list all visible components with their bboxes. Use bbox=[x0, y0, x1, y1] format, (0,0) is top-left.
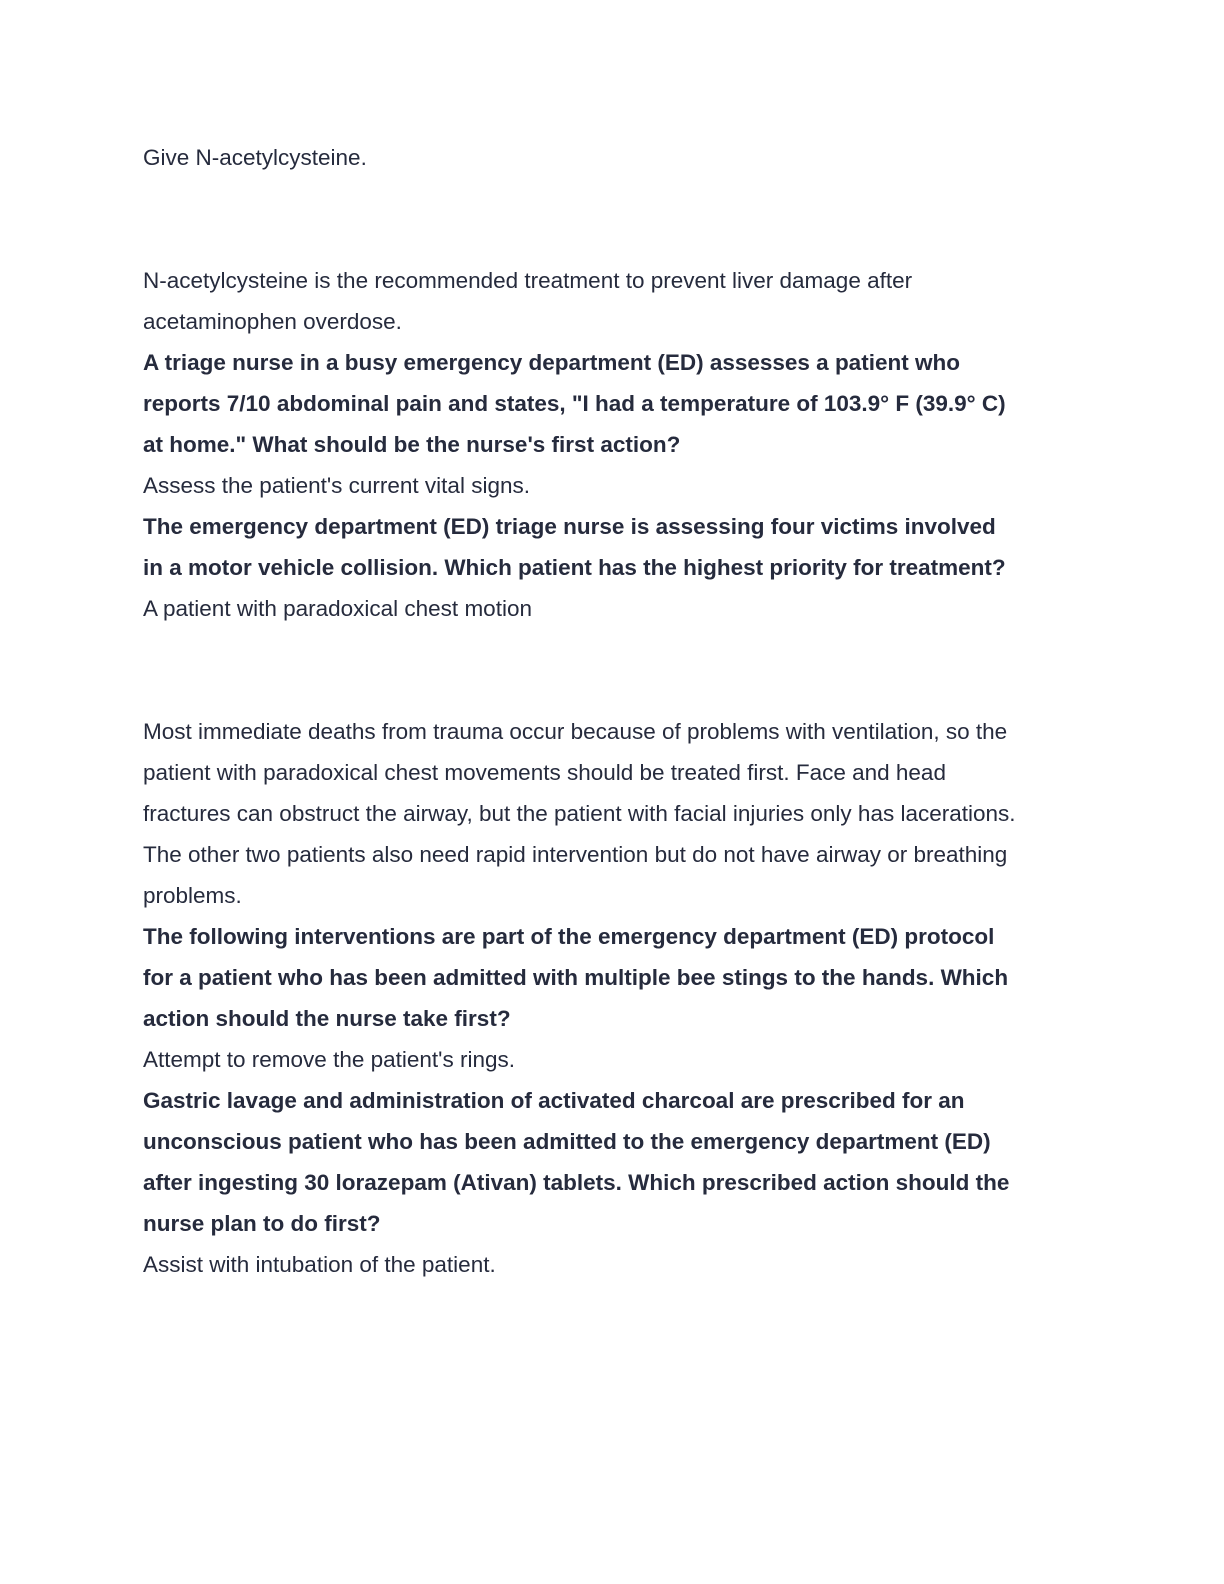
question-text: The following interventions are part of the emergency department (ED) protocol bbox=[143, 924, 995, 949]
question-text: at home." What should be the nurse's first action? bbox=[143, 432, 681, 457]
rationale-text: acetaminophen overdose. bbox=[143, 309, 402, 334]
rationale-text: fractures can obstruct the airway, but the patient with facial injuries only has lacerations. bbox=[143, 801, 1016, 826]
answer-text: Give N-acetylcysteine. bbox=[143, 145, 367, 170]
rationale-text: problems. bbox=[143, 883, 242, 908]
answer-text: Attempt to remove the patient's rings. bbox=[143, 1047, 515, 1072]
question-text: A triage nurse in a busy emergency department (ED) assesses a patient who bbox=[143, 350, 960, 375]
question-text: action should the nurse take first? bbox=[143, 1006, 511, 1031]
question-text: for a patient who has been admitted with multiple bee stings to the hands. Which bbox=[143, 965, 1009, 990]
rationale-text: patient with paradoxical chest movements should be treated first. Face and head bbox=[143, 760, 946, 785]
rationale-text: Most immediate deaths from trauma occur because of problems with ventilation, so the bbox=[143, 719, 1008, 744]
question-text: The emergency department (ED) triage nurse is assessing four victims involved bbox=[143, 514, 996, 539]
answer-text: Assess the patient's current vital signs. bbox=[143, 473, 530, 498]
question-text: unconscious patient who has been admitted to the emergency department (ED) bbox=[143, 1129, 991, 1154]
question-text: nurse plan to do first? bbox=[143, 1211, 381, 1236]
rationale-text: The other two patients also need rapid intervention but do not have airway or breathing bbox=[143, 842, 1008, 867]
answer-text: A patient with paradoxical chest motion bbox=[143, 596, 532, 621]
question-text: reports 7/10 abdominal pain and states, "I had a temperature of 103.9° F (39.9° C) bbox=[143, 391, 1006, 416]
question-text: in a motor vehicle collision. Which patient has the highest priority for treatment? bbox=[143, 555, 1006, 580]
question-text: Gastric lavage and administration of activated charcoal are prescribed for an bbox=[143, 1088, 965, 1113]
rationale-text: N-acetylcysteine is the recommended treatment to prevent liver damage after bbox=[143, 268, 913, 293]
answer-text: Assist with intubation of the patient. bbox=[143, 1252, 496, 1277]
question-text: after ingesting 30 lorazepam (Ativan) tablets. Which prescribed action should the bbox=[143, 1170, 1010, 1195]
